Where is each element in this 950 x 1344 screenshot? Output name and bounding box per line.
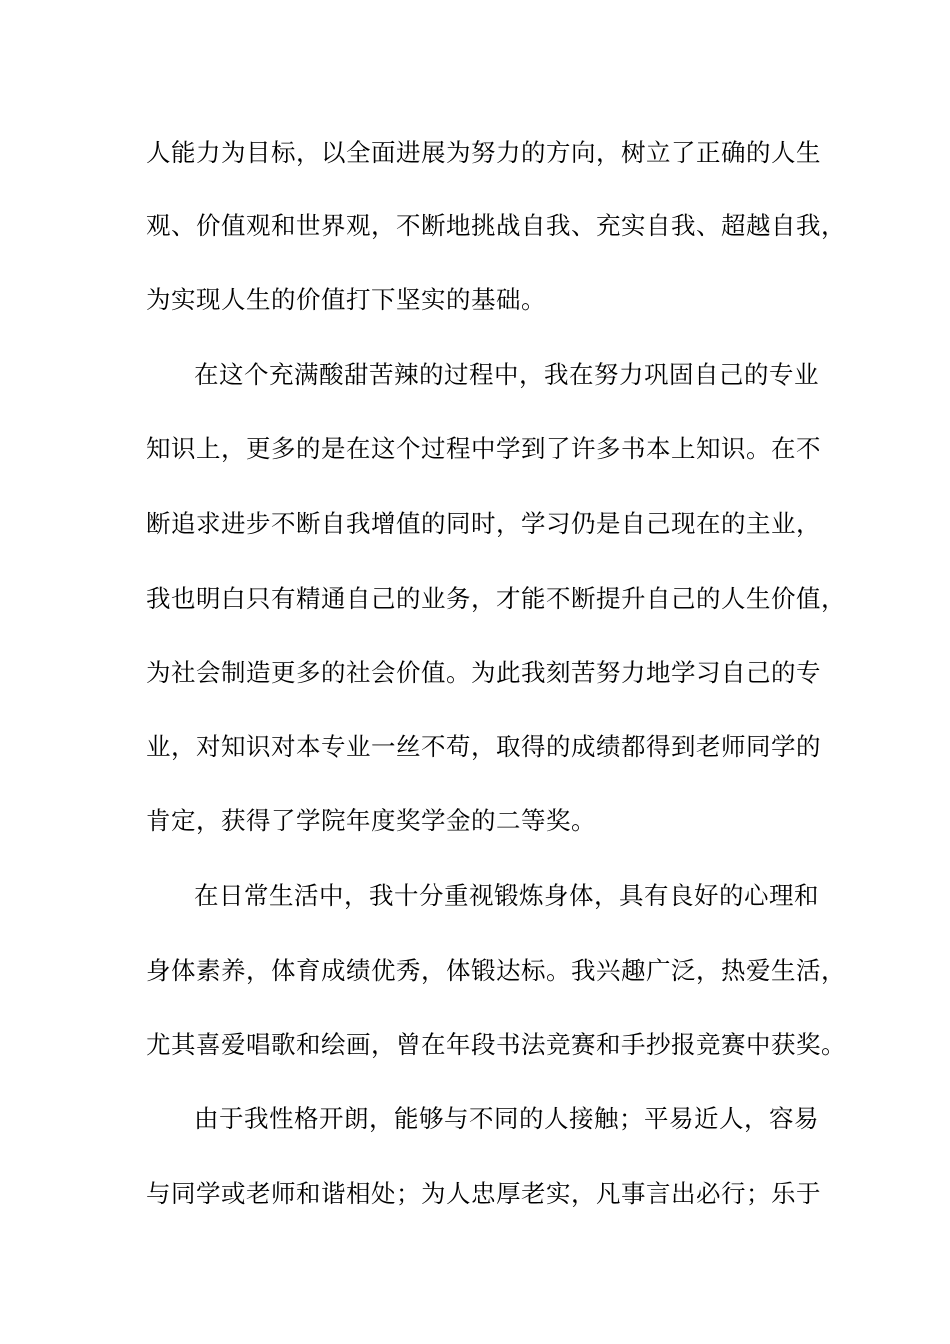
paragraph-line: 为实现人生的价值打下坚实的基础。 <box>146 285 546 314</box>
paragraph-first-line: 在这个充满酸甜苦辣的过程中，我在努力巩固自己的专业 <box>194 360 819 389</box>
paragraph-line: 我也明白只有精通自己的业务，才能不断提升自己的人生价值， <box>146 584 846 613</box>
paragraph-line: 尤其喜爱唱歌和绘画，曾在年段书法竞赛和手抄报竞赛中获奖。 <box>146 1030 846 1059</box>
paragraph-line: 业，对知识对本专业一丝不苟，取得的成绩都得到老师同学的 <box>146 732 821 761</box>
paragraph-line: 肯定，获得了学院年度奖学金的二等奖。 <box>146 806 596 835</box>
paragraph-line: 与同学或老师和谐相处；为人忠厚老实，凡事言出必行；乐于 <box>146 1179 821 1208</box>
paragraph-line: 观、价值观和世界观，不断地挑战自我、充实自我、超越自我， <box>146 211 846 240</box>
paragraph-line: 身体素养，体育成绩优秀，体锻达标。我兴趣广泛，热爱生活， <box>146 956 846 985</box>
paragraph-line: 人能力为目标，以全面进展为努力的方向，树立了正确的人生 <box>146 138 821 167</box>
paragraph-first-line: 由于我性格开朗，能够与不同的人接触；平易近人，容易 <box>194 1104 819 1133</box>
paragraph-line: 为社会制造更多的社会价值。为此我刻苦努力地学习自己的专 <box>146 658 821 687</box>
paragraph-line: 断追求进步不断自我增值的同时，学习仍是自己现在的主业， <box>146 509 821 538</box>
paragraph-line: 知识上，更多的是在这个过程中学到了许多书本上知识。在不 <box>146 434 821 463</box>
paragraph-first-line: 在日常生活中，我十分重视锻炼身体，具有良好的心理和 <box>194 881 819 910</box>
